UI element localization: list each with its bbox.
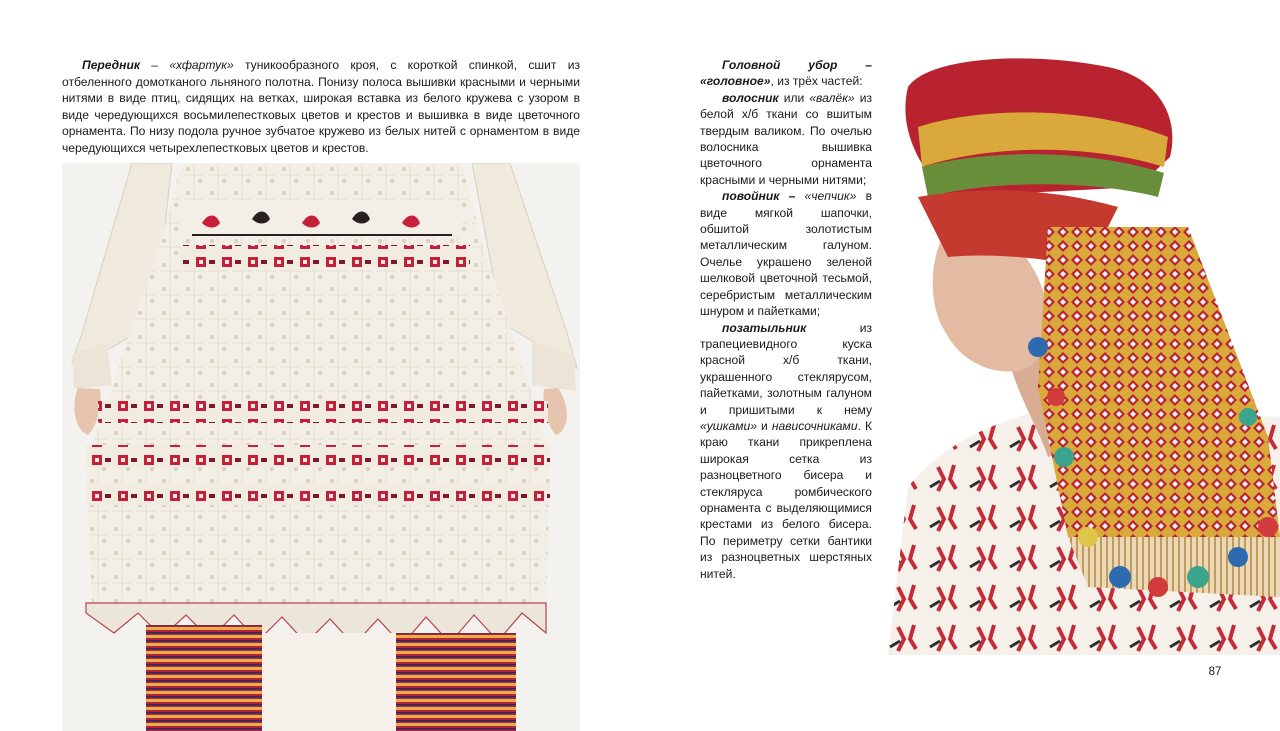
headdress-title-term: Головной убор – «головное» — [700, 58, 872, 89]
headdress-title-rest: , из трёх частей: — [770, 74, 863, 89]
pozatylnik-term: позатыльник — [722, 320, 807, 335]
pozatylnik-text-1: из трапециевидного куска красной х/б ткани, украшенного стеклярусом, пайетками, золотным галуном и пришитыми к нему — [700, 320, 872, 417]
apron-term: Передник — [82, 58, 140, 72]
apron-text: туникообразного кроя, с короткой спинкой, сшит из отбеленного домотканого льняного полотна. Понизу полоса вышивки красными и черными нитями в виде птиц, сидящих на ветках, широкая вставка из белого кружева с узором в виде чередующихся восьмилепестковых цветов и крестов и вышивка в виде цветочного орнамента. По низу подола ручное зубчатое кружево из белых нитей с орнаментом в виде чередующихся четырехлепестковых цветов и крестов. — [62, 58, 580, 155]
povoinik-term: повойник – — [722, 189, 796, 204]
volosnik-text: из белой х/б ткани со вшитым твердым валиком. По очелью волосника вышивка цветочного орнамента красными и черными нитями; — [700, 90, 872, 187]
apron-photo — [62, 163, 580, 731]
headdress-photo — [888, 57, 1280, 655]
pozatylnik-and: и — [757, 418, 772, 433]
povoinik-paragraph — [700, 188, 872, 319]
headdress-description — [700, 57, 872, 582]
pozatylnik-text-2: . К краю ткани прикреплена широкая сетка из разноцветного бисера и стекляруса ромбического орнамента с выделяющимися крестами из белого бисера. По периметру сетки бантики из разноцветных шерстяных нитей. — [700, 418, 872, 581]
povoinik-local: «чепчик» — [795, 189, 857, 204]
headdress-illustration — [888, 57, 1280, 655]
povoinik-text: в виде мягкой шапочки, обшитой золотистым металлическим галуном. Очелье украшено зеленой шелковой цветочной тесьмой, серебристым металлическим шнуром и пайетками; — [700, 189, 872, 319]
pozatylnik-local-2: нависочниками — [771, 418, 858, 433]
apron-description — [62, 57, 580, 157]
pozatylnik-paragraph — [700, 320, 872, 583]
volosnik-or: или — [778, 90, 810, 105]
headdress-title-paragraph — [700, 57, 872, 90]
volosnik-paragraph — [700, 90, 872, 188]
page-number: 87 — [1208, 666, 1222, 678]
volosnik-local: «валёк» — [809, 90, 855, 105]
apron-illustration — [62, 163, 580, 731]
volosnik-term: волосник — [722, 90, 779, 105]
apron-dash: – — [139, 58, 170, 72]
pozatylnik-local-1: «ушками» — [700, 418, 757, 433]
apron-local-name: «хфартук» — [169, 58, 234, 72]
